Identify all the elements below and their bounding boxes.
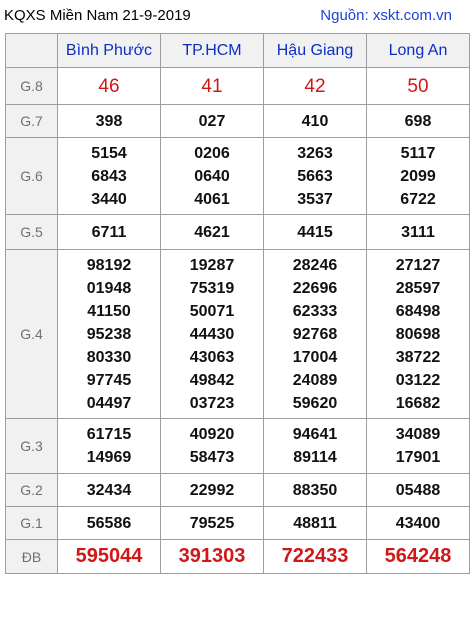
prize-value: 44430 — [189, 325, 235, 343]
prize-value: 92768 — [292, 325, 338, 343]
prize-value: 398 — [58, 105, 161, 138]
page-title: KQXS Miền Nam 21-9-2019 — [4, 7, 191, 24]
prize-label: G.5 — [6, 215, 58, 250]
prize-value: 24089 — [292, 371, 338, 389]
table-header-row — [6, 34, 470, 68]
special-prize-value: 391303 — [161, 540, 264, 574]
prize-value: 43063 — [189, 348, 235, 366]
column-header-long-an: Long An — [367, 34, 470, 68]
prize-label: G.3 — [6, 419, 58, 474]
column-header-tp-hcm: TP.HCM — [161, 34, 264, 68]
prize-value: 22696 — [292, 279, 338, 297]
prize-value: 03122 — [395, 371, 441, 389]
prize-cell — [264, 250, 367, 419]
prize-label: G.8 — [6, 68, 58, 105]
source-link[interactable]: Nguồn: xskt.com.vn — [320, 7, 452, 24]
prize-value: 01948 — [86, 279, 132, 297]
prize-cell — [58, 419, 161, 474]
prize-cell — [58, 138, 161, 215]
prize-value: 62333 — [292, 302, 338, 320]
prize-cell — [367, 419, 470, 474]
prize-value: 48811 — [264, 507, 367, 540]
prize-value: 59620 — [292, 394, 338, 412]
prize-label: G.1 — [6, 507, 58, 540]
prize-value: 19287 — [189, 256, 235, 274]
prize-value: 0640 — [194, 167, 230, 185]
prize-value: 79525 — [161, 507, 264, 540]
special-prize-value: 595044 — [58, 540, 161, 574]
prize-cell — [367, 138, 470, 215]
prize-value: 80698 — [395, 325, 441, 343]
prize-value: 5154 — [91, 144, 127, 162]
prize-value: 50 — [367, 68, 470, 105]
prize-cell — [161, 250, 264, 419]
prize-value: 98192 — [86, 256, 132, 274]
prize-value: 68498 — [395, 302, 441, 320]
prize-value: 698 — [367, 105, 470, 138]
prize-value: 28246 — [292, 256, 338, 274]
prize-value: 58473 — [189, 449, 235, 466]
prize-value: 41 — [161, 68, 264, 105]
prize-value: 89114 — [293, 449, 337, 466]
prize-value: 0206 — [194, 144, 230, 162]
prize-value: 4415 — [264, 215, 367, 250]
prize-value: 17004 — [292, 348, 338, 366]
prize-value: 50071 — [189, 302, 235, 320]
prize-value: 05488 — [367, 474, 470, 507]
prize-value: 28597 — [395, 279, 441, 297]
prize-value: 32434 — [58, 474, 161, 507]
prize-value: 38722 — [395, 348, 441, 366]
prize-value: 027 — [161, 105, 264, 138]
prize-cell — [161, 419, 264, 474]
table-row-g8 — [6, 68, 470, 105]
prize-value: 5117 — [400, 144, 436, 162]
header — [0, 0, 474, 32]
prize-label: ĐB — [6, 540, 58, 574]
prize-value: 97745 — [86, 371, 132, 389]
prize-value: 17901 — [395, 449, 441, 466]
prize-value: 3263 — [297, 144, 333, 162]
results-table — [5, 33, 470, 574]
prize-value: 6711 — [58, 215, 161, 250]
table-row-g3 — [6, 419, 470, 474]
prize-value: 4621 — [161, 215, 264, 250]
corner-cell — [6, 34, 58, 68]
column-header-binh-phuoc: Bình Phước — [58, 34, 161, 68]
prize-label: G.6 — [6, 138, 58, 215]
prize-value: 5663 — [297, 167, 333, 185]
prize-value: 46 — [58, 68, 161, 105]
table-row-g4 — [6, 250, 470, 419]
prize-value: 42 — [264, 68, 367, 105]
table-row-g6 — [6, 138, 470, 215]
prize-value: 94641 — [292, 426, 338, 443]
prize-value: 34089 — [395, 426, 441, 443]
prize-value: 75319 — [189, 279, 235, 297]
prize-value: 4061 — [194, 190, 230, 208]
prize-cell — [367, 250, 470, 419]
prize-value: 40920 — [189, 426, 235, 443]
prize-value: 56586 — [58, 507, 161, 540]
special-prize-value: 722433 — [264, 540, 367, 574]
prize-value: 43400 — [367, 507, 470, 540]
prize-value: 04497 — [86, 394, 132, 412]
column-header-hau-giang: Hậu Giang — [264, 34, 367, 68]
table-row-g7 — [6, 105, 470, 138]
prize-value: 41150 — [87, 302, 131, 320]
table-row-g2 — [6, 474, 470, 507]
special-prize-value: 564248 — [367, 540, 470, 574]
prize-cell — [264, 138, 367, 215]
table-row-g5 — [6, 215, 470, 250]
prize-value: 3111 — [367, 215, 470, 250]
prize-value: 3440 — [91, 190, 127, 208]
table-row-special — [6, 540, 470, 574]
table-row-g1 — [6, 507, 470, 540]
prize-value: 6722 — [400, 190, 436, 208]
prize-value: 22992 — [161, 474, 264, 507]
prize-label: G.2 — [6, 474, 58, 507]
prize-value: 61715 — [86, 426, 132, 443]
prize-value: 88350 — [264, 474, 367, 507]
prize-value: 14969 — [86, 449, 132, 466]
prize-value: 95238 — [86, 325, 132, 343]
prize-value: 2099 — [400, 167, 436, 185]
prize-cell — [264, 419, 367, 474]
prize-value: 80330 — [86, 348, 132, 366]
prize-value: 27127 — [395, 256, 441, 274]
prize-value: 16682 — [395, 394, 441, 412]
prize-cell — [58, 250, 161, 419]
prize-value: 410 — [264, 105, 367, 138]
prize-value: 03723 — [189, 394, 235, 412]
prize-label: G.7 — [6, 105, 58, 138]
prize-value: 6843 — [91, 167, 127, 185]
prize-label: G.4 — [6, 250, 58, 419]
prize-value: 3537 — [297, 190, 333, 208]
prize-cell — [161, 138, 264, 215]
prize-value: 49842 — [189, 371, 235, 389]
